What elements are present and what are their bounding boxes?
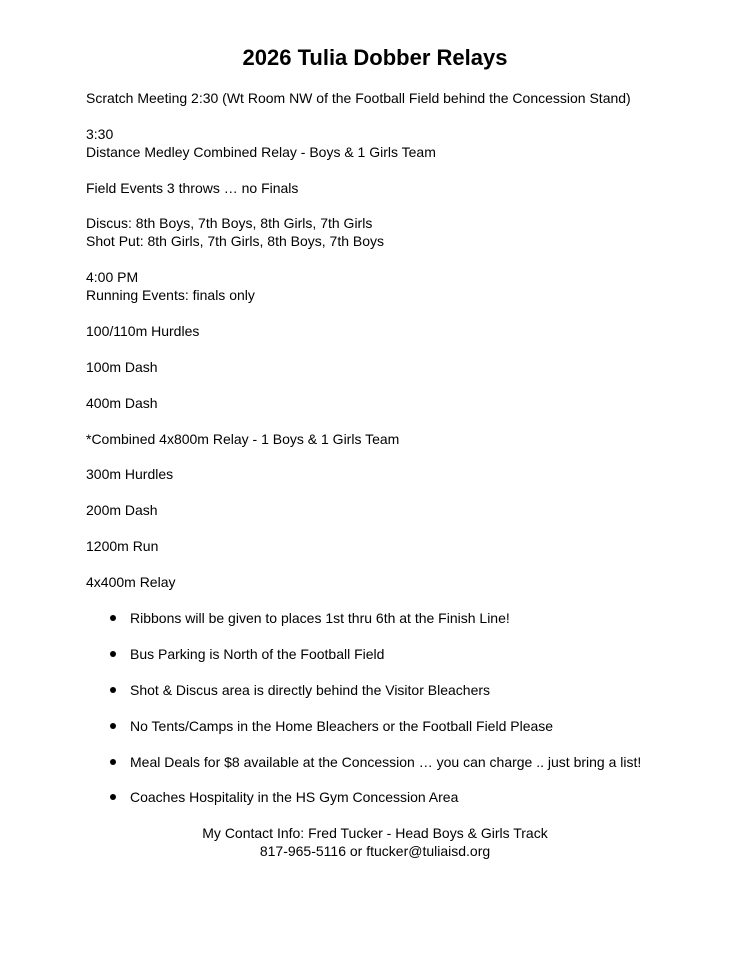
- event-4x800m-relay: *Combined 4x800m Relay - 1 Boys & 1 Girls Team: [86, 431, 400, 447]
- event-400m-dash: 400m Dash: [86, 395, 158, 411]
- list-item: [86, 717, 553, 735]
- time-330-text: 3:30: [86, 126, 114, 142]
- list-item: [86, 753, 641, 771]
- bullet-dot-icon: [110, 615, 116, 621]
- event-100m-dash: 100m Dash: [86, 359, 158, 375]
- event-300m-hurdles: 300m Hurdles: [86, 466, 174, 482]
- event-200m-dash: 200m Dash: [86, 502, 158, 518]
- bullet-dot-icon: [110, 723, 116, 729]
- event-100-110-hurdles: 100/110m Hurdles: [86, 323, 200, 339]
- bullet-dot-icon: [110, 687, 116, 693]
- event-4x400m-relay: 4x400m Relay: [86, 574, 176, 590]
- bullet-dot-icon: [110, 651, 116, 657]
- list-item: [86, 681, 490, 699]
- scratch-meeting-text: Scratch Meeting 2:30 (Wt Room NW of the Football Field behind the Concession Stand): [86, 90, 631, 106]
- time-400-text: 4:00 PM: [86, 269, 139, 285]
- bullet-dot-icon: [110, 794, 116, 800]
- page-title: 2026 Tulia Dobber Relays: [242, 45, 508, 70]
- bullet-dot-icon: [110, 759, 116, 765]
- bullet-text: Coaches Hospitality in the HS Gym Concession Area: [130, 789, 459, 805]
- contact-details-line: 817-965-5116 or ftucker@tuliaisd.org: [259, 843, 491, 859]
- running-events-text: Running Events: finals only: [86, 287, 255, 303]
- distance-medley-text: Distance Medley Combined Relay - Boys & 1 Girls Team: [86, 144, 436, 160]
- shot-put-text: Shot Put: 8th Girls, 7th Girls, 8th Boys, 7th Boys: [86, 233, 385, 249]
- bullet-text: Meal Deals for $8 available at the Concession … you can charge .. just bring a list!: [130, 754, 642, 770]
- bullet-text: Shot & Discus area is directly behind the Visitor Bleachers: [130, 682, 491, 698]
- bullet-text: No Tents/Camps in the Home Bleachers or the Football Field Please: [130, 718, 554, 734]
- list-item: [86, 788, 458, 806]
- bullet-text: Ribbons will be given to places 1st thru 6th at the Finish Line!: [130, 610, 510, 626]
- bullet-text: Bus Parking is North of the Football Field: [130, 646, 385, 662]
- field-events-text: Field Events 3 throws … no Finals: [86, 180, 299, 196]
- discus-text: Discus: 8th Boys, 7th Boys, 8th Girls, 7th Girls: [86, 215, 373, 231]
- event-1200m-run: 1200m Run: [86, 538, 159, 554]
- list-item: [86, 645, 384, 663]
- contact-info-line: My Contact Info: Fred Tucker - Head Boys & Girls Track: [202, 825, 548, 841]
- list-item: [86, 609, 510, 627]
